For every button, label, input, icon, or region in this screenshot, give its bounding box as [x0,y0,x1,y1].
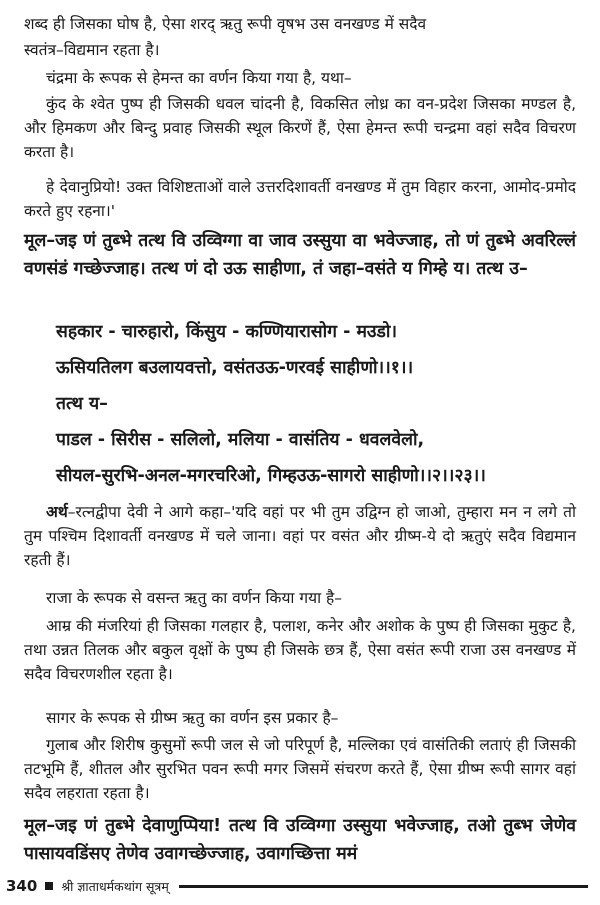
paragraph-hemant: कुंद के श्वेत पुष्प ही जिसकी धवल चांदनी है, विकसित लोध्र का वन-प्रदेश जिसका मण्डल है, और हिमकण और बिन्दु प्रवाह जिसकी स्थूल किरणें हैं, ऐसा हेमन्त रूपी चन्द्रमा वहां सदैव विचरण करता है। [24,95,576,161]
verse-line-5: सीयल-सुरभि-अनल-मगरचरिओ, गिम्हउऊ-सागरो साहीणो।।२।।२३।। [56,466,486,486]
text-line-1: शब्द ही जिसका घोष है, ऐसा शरद् ऋतु रूपी वृषभ उस वनखण्ड में सदैव [24,15,427,33]
book-title: श्री ज्ञाताधर्मकथांग सूत्रम् [61,878,169,894]
mool-paragraph-1: मूल–जइ णं तुब्भे तत्थ वि उव्विग्गा वा जाव उस्सुया वा भवेज्जाह, तो णं तुब्भे अवरिल्लं वणसंडं गच्छेज्जाह। तत्थ णं दो उऊ साहीणा, तं जहा–वसंते य गिम्हे य। तत्थ उ– [24,231,576,279]
paragraph-devanupriyo: हे देवानुप्रियो! उक्त विशिष्टताओं वाले उत्तरदिशावर्ती वनखण्ड में तुम विहार करना, आमोद-प्रमोद करते हुए रहना।' [24,178,576,220]
verse-line-3: तत्थ य– [56,394,108,414]
footer-rule [179,885,588,888]
artha-label: अर्थ [46,503,68,521]
page-footer [6,874,596,898]
text-line-2: स्वतंत्र–विद्यमान रहता है। [24,41,160,59]
text-line-4: राजा के रूपक से वसन्त ऋतु का वर्णन किया गया है– [46,589,343,607]
verse-line-4: पाडल - सिरीस - सलिलो, मलिया - वासंतिय - धवलवेलो, [56,430,425,450]
artha-paragraph [24,500,576,572]
verse-line-1: सहकार - चारुहारो, किंसुय - कण्णियारासोग - मउडो। [56,322,398,342]
text-line-3: चंद्रमा के रूपक से हेमन्त का वर्णन किया गया है, यथा– [46,69,352,87]
paragraph-vasant: आम्र की मंजरियां ही जिसका गलहार है, पलाश, कनेर और अशोक के पुष्प ही जिसका मुकुट है, तथा उन्नत तिलक और बकुल वृक्षों के पुष्प ही जिसके छत्र हैं, ऐसा वसंत रूपी राजा उस वनखण्ड में सदैव विचरणशील रहता है। [24,617,576,683]
text-line-5: सागर के रूपक से ग्रीष्म ऋतु का वर्णन इस प्रकार है– [46,709,339,727]
mool-paragraph-2: मूल–जइ णं तुब्भे देवाणुप्पिया! तत्थ वि उव्विग्गा उस्सुया भवेज्जाह, तओ तुब्भ जेणेव पासायवडिंसए तेणेव उवागच्छेज्जाह, उवागच्छित्ता ममं [24,816,576,864]
artha-text: –रत्नद्वीपा देवी ने आगे कहा–'यदि वहां पर भी तुम उद्विग्न हो जाओ, तुम्हारा मन न लगे तो तुम पश्चिम दिशावर्ती वनखण्ड में चले जाना। वहां पर वसंत और ग्रीष्म-ये दो ऋतुएं सदैव विद्यमान रहती हैं। [24,503,576,569]
verse-line-2: ऊसियतिलग बउलायवत्तो, वसंतउऊ-णरवई साहीणो।।१।। [56,358,414,378]
square-bullet-icon [45,882,53,890]
page-number: 340 [6,877,38,895]
paragraph-grishm: गुलाब और शिरीष कुसुमों रूपी जल से जो परिपूर्ण है, मल्लिका एवं वासंतिकी लताएं ही जिसकी तटभूमि हैं, शीतल और सुरभित पवन रूपी मगर जिसमें संचरण करते हैं, ऐसा ग्रीष्म रूपी सागर वहां सदैव लहराता रहता है। [24,736,576,802]
